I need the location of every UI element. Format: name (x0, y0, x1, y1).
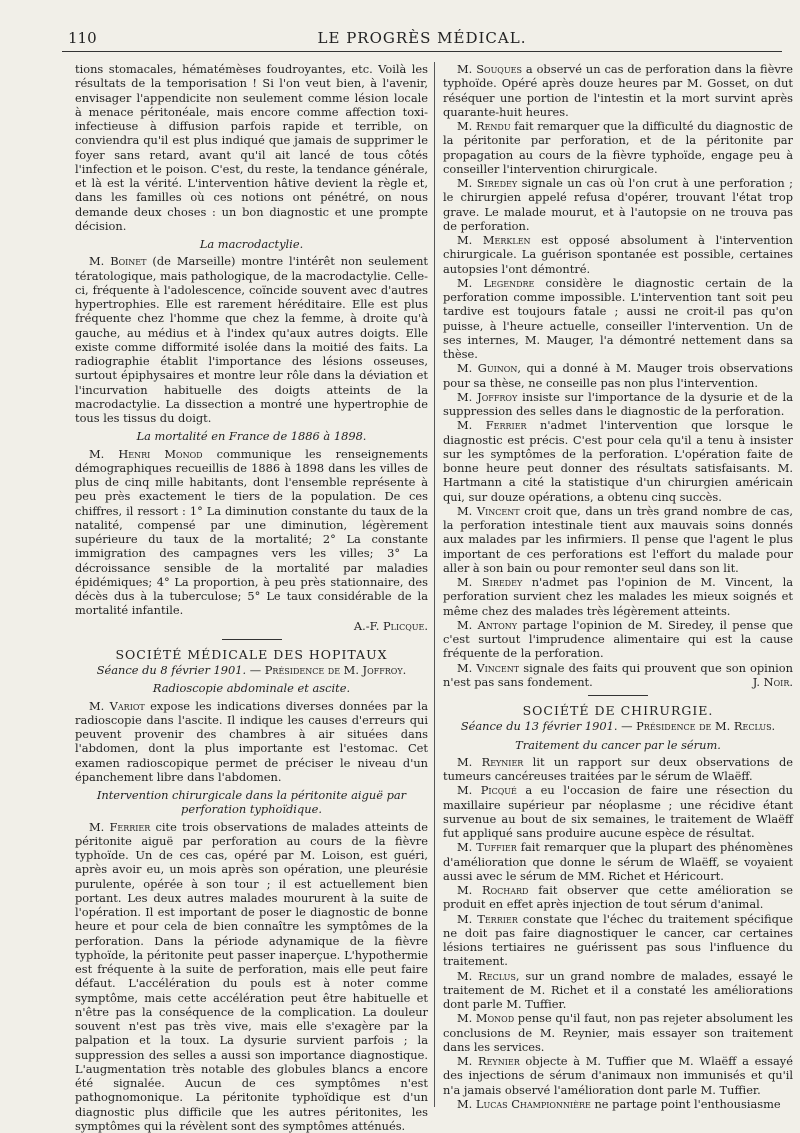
paragraph (75, 820, 428, 1133)
paragraph-text: constate que l'échec du traitement spécifique ne doit pas faire diagnostiquer le cancer, car certaines lésions tertiaires ne guérissent pas sous l'influence du traitement. (443, 912, 793, 969)
paragraph-text: partage l'opinion de M. Siredey, il pense que c'est surtout l'imprudence alimentaire qui est la cause fréquente de la perforation. (443, 618, 793, 661)
paragraph (443, 504, 793, 575)
paragraph-text: croit que, dans un très grand nombre de cas, la perforation intestinale tient aux mauvais soins donnés aux malades par les infirmiers. Il pense que l'agent le plus important de ces perforations est l'effort du malade pour aller à son bain ou pour remonter seul dans son lit. (443, 504, 793, 575)
paragraph-text: communique les renseignements démographiques recueillis de 1886 à 1898 dans les villes de plus de cinq mille habitants, dont l'ensemble représente à peu près exactement le tiers de la population. De ces chiffres, il ressort : 1° La diminution constante du taux de la natalité, compensé par une diminution, légèrement supérieure du taux de la mortalité; 2° La constante immigration des campagnes vers les villes; 3° La décroissance sensible de la mortalité par maladies épidémiques; 4° La proportion, à peu près stationnaire, des décès dus à la tuberculose; 5° Le taux considérable de la mortalité infantile. (75, 447, 428, 618)
session-line (75, 663, 428, 677)
paragraph (443, 62, 793, 119)
paragraph (75, 447, 428, 618)
section-heading-cancer: Traitement du cancer par le sérum. (443, 738, 793, 752)
paragraph-text: n'admet pas l'opinion de M. Vincent, la perforation survient chez les malades les mieux soignés et même chez des malades très légèrement atteints. (443, 575, 793, 618)
paragraph-text: fait observer que cette amélioration se produit en effet après injection de tout sérum d'animal. (443, 883, 793, 911)
paragraph-text: objecte à M. Tuffier que M. Wlaëff a essayé des injections de sérum d'animaux non immunisés et qu'il n'a jamais observé l'amélioration dont parle M. Tuffier. (443, 1054, 793, 1097)
section-heading-radioscopie: Radioscopie abdominale et ascite. (75, 681, 428, 695)
page-header (62, 25, 782, 52)
paragraph (443, 361, 793, 390)
paragraph (443, 969, 793, 1012)
speaker-name: M. Terrier (457, 912, 518, 926)
paragraph-text: (de Marseille) montre l'intérêt non seulement tératologique, mais pathologique, de la macrodactylie. Celle-ci, fréquente à l'adolescence, coïncide souvent avec d'autres hypertrophies. Elle est rarement héréditaire. Elle est plus fréquente chez l'homme que chez la femme, à droite qu'à gauche, au médius et à l'index qu'aux autres doigts. Elle existe comme difformité isolée dans la moitié des faits. La radiographie établit l'importance des lésions osseuses, surtout épiphysaires et montre leur rôle dans la déviation et l'incurvation habituelle des doigts atteints de la macrodactylie. La dissection a montré une hypertrophie de tous les tissus du doigt. (75, 254, 428, 425)
paragraph-text: ne partage point l'enthousiasme (591, 1097, 781, 1111)
speaker-name: M. Reclus (457, 969, 516, 983)
session-date: Séance du 8 février 1901. (97, 663, 246, 677)
divider (588, 695, 648, 696)
paragraph (443, 1054, 793, 1097)
speaker-name: M. Reynier (457, 1054, 520, 1068)
paragraph-text: insiste sur l'importance de la dysurie et de la suppression des selles dans le diagnostic de la perforation. (443, 390, 793, 418)
paragraph (443, 233, 793, 276)
paragraph (443, 276, 793, 362)
paragraph-text: fait remarquer que la plupart des phénomènes d'amélioration que donne le sérum de Wlaëff, se voyaient aussi avec le sérum de MM. Richet et Héricourt. (443, 840, 793, 883)
paragraph-text: a eu l'occasion de faire une résection du maxillaire supérieur par néoplasme ; une récidive étant survenue au bout de six semaines, le traitement de Wlaëff fut appliqué sans produire aucune espèce de résultat. (443, 783, 793, 840)
speaker-name: M. Souques (457, 62, 522, 76)
section-heading-macrodactylie: La macrodactylie. (75, 237, 428, 251)
speaker-name: M. Antony (457, 618, 517, 632)
speaker-name: M. Siredey (457, 176, 517, 190)
paragraph (443, 755, 793, 784)
paragraph (443, 912, 793, 969)
paragraph-text: , sur un grand nombre de malades, essayé le traitement de M. Richet et il a constaté les améliorations dont parle M. Tuffier. (443, 969, 793, 1012)
paragraph-text: considère le diagnostic certain de la perforation comme impossible. L'intervention tant soit peu tardive est toujours fatale ; aussi ne croit-il pas qu'on puisse, à l'heure actuelle, conseiller l'intervention. Un de ses internes, M. Mauger, l'a démontré nettement dans sa thèse. (443, 276, 793, 361)
speaker-name: M. Picqué (457, 783, 517, 797)
paragraph (75, 254, 428, 425)
speaker-name: M. Tuffier (457, 840, 517, 854)
session-date: Séance du 13 février 1901. (461, 719, 618, 733)
speaker-name: M. Merklen (457, 233, 531, 247)
speaker-name: M. Siredey (457, 575, 522, 589)
speaker-name: M. Rochard (457, 883, 528, 897)
journal-title: LE PROGRÈS MÉDICAL. (62, 29, 782, 47)
paragraph-text: a observé un cas de perforation dans la fièvre typhoïde. Opéré après douze heures par M. Gosset, on dut réséquer une portion de l'intestin et la mort survint après quarante-huit heures. (443, 62, 793, 119)
society-heading-chirurgie: SOCIÉTÉ DE CHIRURGIE. (443, 704, 793, 718)
speaker-name: M. Henri Monod (89, 447, 203, 461)
section-heading-intervention: Intervention chirurgicale dans la péritonite aiguë par perforation typhoïdique. (75, 788, 428, 817)
paragraph (443, 418, 793, 504)
left-column (75, 62, 428, 1133)
paragraph-text: , qui a donné à M. Mauger trois observations pour sa thèse, ne conseille pas non plus l'intervention. (443, 361, 793, 389)
paragraph-text: n'admet l'intervention que lorsque le diagnostic est précis. C'est pour cela qu'il a tenu à insister sur les symptômes de la perforation. L'opération faite de bonne heure peut donner des résultats satisfaisants. M. Hartmann a cité la statistique d'un chirurgien américain qui, sur douze opérations, a obtenu cinq succès. (443, 418, 793, 503)
speaker-name: M. Lucas Championnière (457, 1097, 591, 1111)
paragraph (443, 1011, 793, 1054)
paragraph (443, 575, 793, 618)
paragraph (443, 176, 793, 233)
section-heading-mortalite: La mortalité en France de 1886 à 1898. (75, 429, 428, 443)
divider (222, 639, 282, 640)
speaker-name: M. Rendu (457, 119, 511, 133)
paragraph (443, 840, 793, 883)
speaker-name: M. Joffroy (457, 390, 517, 404)
society-heading-hopitaux: SOCIÉTÉ MÉDICALE DES HOPITAUX (75, 648, 428, 662)
paragraph (443, 1097, 793, 1111)
paragraph-with-signature (443, 661, 793, 690)
speaker-name: M. Ferrier (89, 820, 150, 834)
speaker-name: M. Reynier (457, 755, 523, 769)
paragraph (443, 119, 793, 176)
speaker-name: M. Variot (89, 699, 145, 713)
paragraph (75, 699, 428, 785)
speaker-name: M. Vincent (457, 661, 519, 675)
session-line (443, 719, 793, 733)
session-president: — Présidence de M. Joffroy. (246, 663, 406, 677)
speaker-name: M. Vincent (457, 504, 520, 518)
column-divider (434, 62, 435, 1107)
right-column (443, 62, 793, 1111)
paragraph-text: est opposé absolument à l'intervention chirurgicale. La guérison spontanée est possible, certaines autopsies l'ont démontré. (443, 233, 793, 276)
paragraph-text: signale un cas où l'on crut à une perforation ; le chirurgien appelé refusa d'opérer, trouvant l'état trop grave. Le malade mourut, et à l'autopsie on ne trouva pas de perforation. (443, 176, 793, 233)
paragraph-text: signale des faits qui prouvent que son opinion n'est pas sans fondement. (443, 661, 793, 689)
page-number: 110 (68, 29, 97, 47)
paragraph (443, 883, 793, 912)
session-president: — Présidence de M. Reclus. (618, 719, 776, 733)
paragraph-text: pense qu'il faut, non pas rejeter absolument les conclusions de M. Reynier, mais essayer son traitement dans les services. (443, 1011, 793, 1054)
paragraph (443, 618, 793, 661)
paragraph: tions stomacales, hématémèses foudroyantes, etc. Voilà les résultats de la temporisation ! Si l'on veut bien, à l'avenir, envisager l'appendicite non seulement comme lésion locale à menace péritonéale, mais encore comme affection toxi-infectieuse à diffusion parfois rapide et terrible, on conviendra qu'il est plus indiqué que jamais de supprimer le foyer sans retard, avant qu'il ait lancé de tous côtés l'infection et le poison. C'est, du reste, la tendance générale, et là est la vérité. L'intervention hâtive devient la règle et, dans les familles où ces notions ont pénétré, on nous demande deux choses : un bon diagnostic et une prompte décision. (75, 62, 428, 233)
paragraph-text: cite trois observations de malades atteints de péritonite aiguë par perforation au cours de la fièvre typhoïde. Un de ces cas, opéré par M. Loison, est guéri, après avoir eu, un mois après son opération, une pleurésie purulente, opérée à son tour ; il est actuellement bien portant. Les deux autres malades moururent à la suite de l'opération. Il est important de poser le diagnostic de bonne heure et pour cela de bien connaître les symptômes de la perforation. Dans la période adynamique de la fièvre typhoïde, la péritonite peut passer inaperçue. L'hypothermie est fréquente à la suite de perforation, mais elle peut faire défaut. L'accélération du pouls est à noter comme symptôme, mais cette accélération peut être habituelle et n'être pas la conséquence de la complication. La douleur souvent n'est pas très vive, mais elle s'exagère par la palpation et la toux. La dysurie survient parfois ; la suppression des selles a aussi son importance diagnostique. L'augmentation très notable des globules blancs a encore été signalée. Aucun de ces symptômes n'est pathognomonique. La péritonite typhoïdique est d'un diagnostic plus difficile que les autres péritonites, les symptômes qui la révèlent sont des symptômes atténués. (75, 820, 428, 1133)
speaker-name: M. Monod (457, 1011, 514, 1025)
speaker-name: M. Boinet (89, 254, 146, 268)
paragraph-text: fait remarquer que la difficulté du diagnostic de la péritonite par perforation, et de la péritonite par propagation au cours de la fièvre typhoïde, engage peu à conseiller l'intervention chirurgicale. (443, 119, 793, 176)
speaker-name: M. Guinon (457, 361, 517, 375)
paragraph (443, 661, 793, 690)
speaker-name: M. Legendre (457, 276, 534, 290)
paragraph-text: expose les indications diverses données par la radioscopie dans l'ascite. Il indique les causes d'erreurs qui peuvent provenir des chambres à air situées dans l'abdomen, dont la plus importante est l'estomac. Cet examen radioscopique permet de préciser le niveau d'un épanchement libre dans l'abdomen. (75, 699, 428, 784)
signature: J. Noir. (739, 675, 793, 689)
speaker-name: M. Ferrier (457, 418, 527, 432)
signature: A.-F. Plicque. (75, 619, 428, 633)
paragraph (443, 783, 793, 840)
paragraph-text: lit un rapport sur deux observations de tumeurs cancéreuses traitées par le sérum de Wlaëff. (443, 755, 793, 783)
paragraph (443, 390, 793, 419)
